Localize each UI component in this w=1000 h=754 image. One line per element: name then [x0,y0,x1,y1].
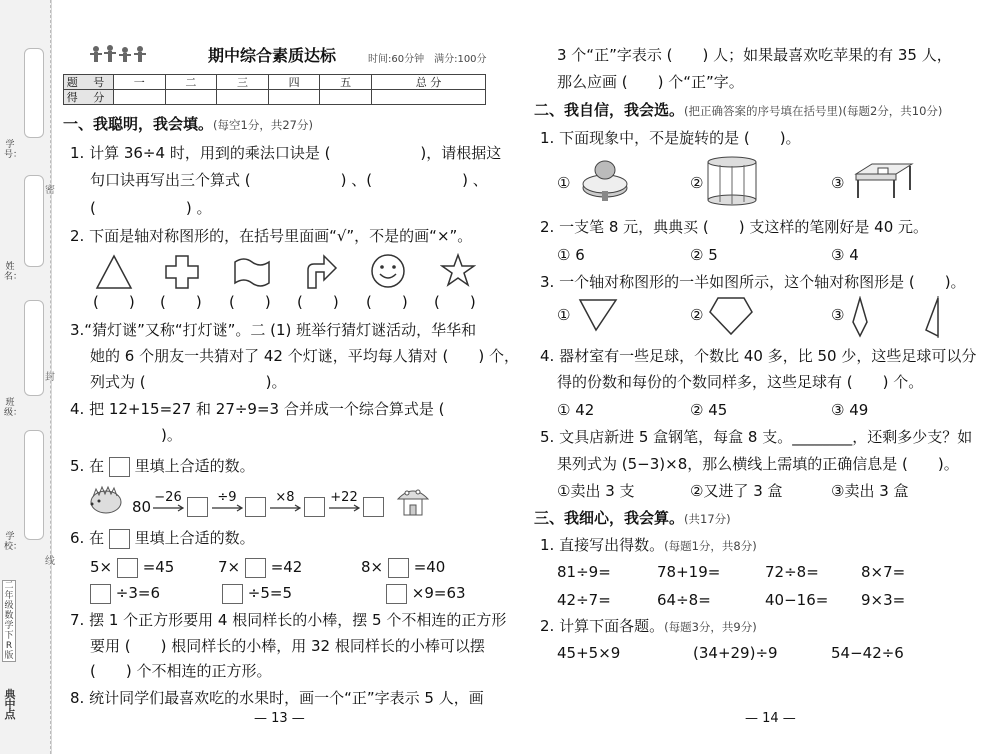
triangle-icon [95,254,133,290]
choice-3-option-1-label[interactable]: ① [557,306,571,324]
section-1-heading [63,114,313,135]
q1-line-2: 句口诀再写出三个算式 ( ) 、( ) 、 [90,171,488,189]
q5-op-4: +22 [330,490,358,505]
choice-4-option-3[interactable]: ③ 49 [831,401,869,419]
q6-item-6 [386,583,466,604]
seal-feng: 封 [45,372,55,383]
q2-answer-paren-5[interactable]: ( ) [366,293,408,311]
calc-1-note: (每题1分，共8分) [664,539,757,553]
class-label: 班级： [4,398,23,418]
choice-2-option-1[interactable]: ① 6 [557,246,585,264]
q6-answer-box-5[interactable] [222,584,243,604]
q2-answer-paren-1[interactable]: ( ) [93,293,135,311]
q6-answer-box-2[interactable] [245,558,266,578]
choice-5-line-2: 果列式为 (5−3)×8，那么横线上需填的正确信息是 ( )。 [557,455,959,473]
q5-answer-box-4[interactable] [363,497,384,517]
choice-4-line-2: 得的份数和每份的个数同样多，这些足球有 ( ) 个。 [557,373,924,391]
turn-arrow-icon [302,252,338,290]
q6-answer-box-1[interactable] [117,558,138,578]
q7-line-2: 要用 ( ) 根同样长的小棒，用 32 根同样长的小棒可以摆 [90,637,485,655]
choice-4-line-1: 4. 器材室有一些足球，个数比 40 多，比 50 少，这些足球可以分 [540,347,977,365]
q1-line-1: 1. 计算 36÷4 时，用到的乘法口诀是 ( )，请根据这 [70,144,502,162]
score-cell[interactable] [268,90,320,105]
q5-answer-box-1[interactable] [187,497,208,517]
q6-item-4 [90,583,160,604]
calc-1-item-7[interactable]: 40−16= [765,591,829,609]
q7-line-3: ( ) 个不相连的正方形。 [90,662,272,680]
q6-pre: 6. 在 [70,529,105,547]
choice-4-option-2[interactable]: ② 45 [690,401,728,419]
smiley-face-icon [370,253,406,289]
mushroom-house-icon [395,483,431,517]
q8-continued-line-2: 那么应画 ( ) 个“正”字。 [557,73,744,91]
score-table-header-row [64,75,486,90]
choice-1-option-1-label[interactable]: ① [557,174,571,192]
score-cell[interactable] [114,90,166,105]
revolving-door-icon [706,156,758,206]
calc-1-item-4[interactable]: 8×7= [861,563,906,581]
choice-5-line-1: 5. 文具店新进 5 盒钢笔，每盒 8 支。________，还剩多少支？如 [540,428,973,446]
q6-post: 里填上合适的数。 [134,529,255,547]
q7-line-1: 7. 摆 1 个正方形要用 4 根同样长的小棒，摆 5 个不相连的正方形 [70,611,507,629]
q6-item-3-right: =40 [413,558,446,576]
q8-line-1: 8. 统计同学们最喜欢吃的水果时，画一个“正”字表示 5 人，画 [70,689,484,707]
arrow-icon [152,504,186,512]
choice-5-option-2[interactable]: ②又进了 3 盒 [690,482,783,500]
calc-2-question: 2. 计算下面各题。 [540,617,665,635]
student-id-label: 学号： [4,140,23,160]
q6-item-4-right: ÷3=6 [115,584,161,602]
score-table-score-row [64,90,486,105]
q6-answer-box-3[interactable] [388,558,409,578]
choice-3-option-3-label[interactable]: ③ [831,306,845,324]
q8-continued-line-1: 3 个“正”字表示 ( ) 人；如果最喜欢吃苹果的有 35 人， [557,46,952,64]
hedgehog-icon [88,485,124,515]
logo-text: 典中点 [4,688,16,721]
q5-answer-box-3[interactable] [304,497,325,517]
student-id-box[interactable] [24,48,44,138]
q6-item-2-right: =42 [270,558,303,576]
score-cell[interactable] [165,90,217,105]
cross-icon [164,254,200,290]
sample-box [109,529,130,549]
q6-item-3 [361,557,445,578]
q6-item-5-right: ÷5=5 [247,584,293,602]
q4-line-1: 4. 把 12+15=27 和 27÷9=3 合并成一个综合算式是 ( [70,400,445,418]
q6-item-2-left: 7× [218,558,241,576]
section-2-heading [534,100,942,121]
q5-pre: 5. 在 [70,457,105,475]
calc-1-item-1[interactable]: 81÷9= [557,563,611,581]
table-cell: 总 分 [371,75,485,90]
q5-op-3: ×8 [275,490,295,505]
name-box[interactable] [24,175,44,267]
page-number-13: — 13 — [254,711,305,726]
table-cell: 二 [165,75,217,90]
q1-line-3: ( ) 。 [90,199,212,217]
seal-xian: 线 [45,556,55,567]
kite-pentagon-shape [708,296,754,336]
arrow-icon [328,504,362,512]
calc-1-item-6[interactable]: 64÷8= [657,591,711,609]
choice-2-option-3[interactable]: ③ 4 [831,246,859,264]
star-icon [440,253,476,289]
calc-2-item-2[interactable]: (34+29)÷9 [693,644,778,662]
q2-answer-paren-2[interactable]: ( ) [160,293,202,311]
choice-5-option-1[interactable]: ①卖出 3 支 [557,482,635,500]
q6-item-3-left: 8× [361,558,384,576]
calc-1-item-8[interactable]: 9×3= [861,591,906,609]
school-box[interactable] [24,430,44,540]
score-cell[interactable] [371,90,485,105]
seal-mi: 密 [45,185,55,196]
calc-1-heading [540,535,757,556]
table-cell: 一 [114,75,166,90]
table-cell: 得 分 [64,90,114,105]
q5-prompt [70,456,255,477]
section-3-note: (共17分) [684,512,731,526]
page-number-14: — 14 — [745,711,796,726]
choice-3-question: 3. 一个轴对称图形的一半如图所示，这个轴对称图形是 ( )。 [540,273,966,291]
exam-meta: 时间:60分钟 满分:100分 [368,54,487,65]
q4-line-2: )。 [161,426,182,444]
q6-prompt [70,528,255,549]
table-cell: 四 [268,75,320,90]
q3-line-2: 她的 6 个朋友一共猜对了 42 个灯谜，平均每人猜对 ( ) 个， [90,347,519,365]
half-shape-with-dashed-axis [922,296,944,338]
q5-op-1: −26 [154,490,182,505]
calc-2-heading [540,616,757,637]
q6-item-1-right: =45 [142,558,175,576]
children-silhouette-icon [88,44,152,68]
choice-2-question: 2. 一支笔 8 元，典典买 ( ) 支这样的笔刚好是 40 元。 [540,218,929,236]
score-cell[interactable] [320,90,372,105]
section-1-title: 一、我聪明，我会填。 [63,115,214,133]
section-3-heading [534,508,731,529]
section-3-title: 三、我细心，我会算。 [534,509,685,527]
q6-item-6-right: ×9=63 [411,584,466,602]
inverted-triangle-shape [578,298,618,332]
drawer-table-icon [852,160,914,200]
calc-2-note: (每题3分，共9分) [664,620,757,634]
school-label: 学校： [4,532,23,552]
calc-1-question: 1. 直接写出得数。 [540,536,665,554]
calc-1-item-5[interactable]: 42÷7= [557,591,611,609]
narrow-kite-shape [850,296,870,338]
choice-4-option-1[interactable]: ① 42 [557,401,595,419]
arrow-icon [211,504,245,512]
q6-item-2 [218,557,302,578]
score-table [63,74,486,105]
sample-box [109,457,130,477]
q5-post: 里填上合适的数。 [134,457,255,475]
q6-item-1-left: 5× [90,558,113,576]
choice-1-option-2-label[interactable]: ② [690,174,704,192]
section-1-note: (每空1分，共27分) [213,118,313,132]
q2-answer-paren-3[interactable]: ( ) [229,293,271,311]
name-label: 姓名： [4,262,23,282]
choice-1-option-3-label[interactable]: ③ [831,174,845,192]
exam-title: 期中综合素质达标 [208,46,337,65]
choice-2-option-2[interactable]: ② 5 [690,246,718,264]
calc-2-item-3[interactable]: 54−42÷6 [831,644,904,662]
q3-line-3: 列式为 ( )。 [90,373,287,391]
q6-answer-box-4[interactable] [90,584,111,604]
q2-answer-paren-4[interactable]: ( ) [297,293,339,311]
q5-start-value: 80 [132,498,152,516]
q2-answer-paren-6[interactable]: ( ) [434,293,476,311]
score-cell[interactable] [217,90,269,105]
q5-answer-box-2[interactable] [245,497,266,517]
choice-5-option-3[interactable]: ③卖出 3 盒 [831,482,909,500]
spinning-top-toy-icon [580,158,630,204]
q6-item-5 [222,583,292,604]
calc-1-item-2[interactable]: 78+19= [657,563,721,581]
table-cell: 三 [217,75,269,90]
q6-item-1 [90,557,174,578]
calc-1-item-3[interactable]: 72÷8= [765,563,819,581]
q3-line-1: 3.“猜灯谜”又称“打灯谜”。二 (1) 班举行猜灯谜活动，华华和 [70,321,477,339]
table-cell: 五 [320,75,372,90]
q5-op-2: ÷9 [217,490,237,505]
calc-2-item-1[interactable]: 45+5×9 [557,644,621,662]
choice-1-question: 1. 下面现象中，不是旋转的是 ( )。 [540,129,801,147]
section-2-title: 二、我自信，我会选。 [534,101,685,119]
q6-answer-box-6[interactable] [386,584,407,604]
book-label: 二年级 数学 下 R版 [2,580,16,662]
table-cell: 题 号 [64,75,114,90]
arrow-icon [269,504,303,512]
class-box[interactable] [24,300,44,396]
section-2-note: (把正确答案的序号填在括号里)(每题2分，共10分) [684,104,943,118]
choice-3-option-2-label[interactable]: ② [690,306,704,324]
flag-icon [232,256,272,288]
q2-line-1: 2. 下面是轴对称图形的，在括号里面画“√”，不是的画“×”。 [70,227,473,245]
